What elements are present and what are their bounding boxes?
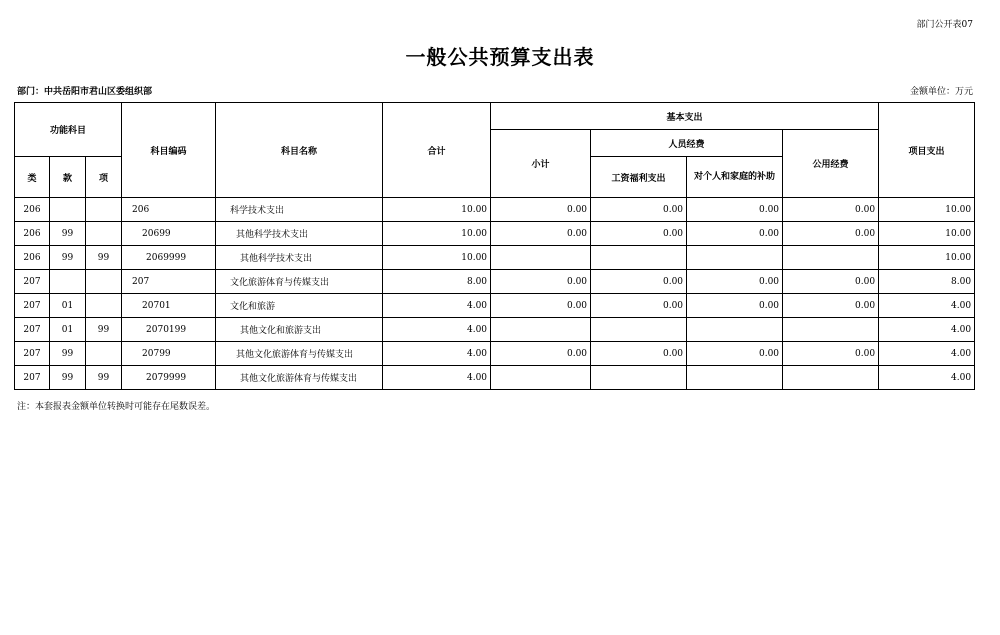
cell-public: 0.00 xyxy=(783,270,879,294)
cell-total: 4.00 xyxy=(383,342,491,366)
cell-project: 4.00 xyxy=(879,342,975,366)
cell-lei: 207 xyxy=(15,366,50,390)
header-subject-name: 科目名称 xyxy=(216,103,383,198)
cell-project: 4.00 xyxy=(879,294,975,318)
cell-lei: 206 xyxy=(15,246,50,270)
header-xiang: 项 xyxy=(86,157,122,198)
cell-public xyxy=(783,366,879,390)
cell-xiang xyxy=(86,198,122,222)
cell-xiang xyxy=(86,294,122,318)
header-total: 合计 xyxy=(383,103,491,198)
cell-name: 其他科学技术支出 xyxy=(216,246,383,270)
table-row xyxy=(15,318,975,342)
cell-code: 2070199 xyxy=(122,318,216,342)
cell-total: 4.00 xyxy=(383,318,491,342)
cell-kuan: 01 xyxy=(50,318,86,342)
cell-code: 2069999 xyxy=(122,246,216,270)
unit-label: 金额单位：万元 xyxy=(909,87,973,97)
cell-name: 其他科学技术支出 xyxy=(216,222,383,246)
table-row xyxy=(15,270,975,294)
cell-lei: 206 xyxy=(15,198,50,222)
cell-name: 其他文化旅游体育与传媒支出 xyxy=(216,366,383,390)
cell-subtotal: 0.00 xyxy=(491,222,591,246)
header-func-subject: 功能科目 xyxy=(15,103,122,157)
cell-subtotal xyxy=(491,246,591,270)
cell-xiang: 99 xyxy=(86,318,122,342)
page-title: 一般公共预算支出表 xyxy=(405,45,595,69)
cell-kuan: 99 xyxy=(50,246,86,270)
cell-project: 8.00 xyxy=(879,270,975,294)
cell-total: 4.00 xyxy=(383,294,491,318)
cell-name: 文化和旅游 xyxy=(216,294,383,318)
cell-total: 4.00 xyxy=(383,366,491,390)
cell-code: 20701 xyxy=(122,294,216,318)
cell-lei: 207 xyxy=(15,318,50,342)
cell-total: 10.00 xyxy=(383,198,491,222)
cell-public: 0.00 xyxy=(783,342,879,366)
cell-lei: 207 xyxy=(15,294,50,318)
cell-project: 4.00 xyxy=(879,318,975,342)
cell-public xyxy=(783,246,879,270)
cell-lei: 206 xyxy=(15,222,50,246)
cell-family: 0.00 xyxy=(687,198,783,222)
cell-name: 科学技术支出 xyxy=(216,198,383,222)
cell-lei: 207 xyxy=(15,342,50,366)
cell-total: 10.00 xyxy=(383,246,491,270)
cell-name: 其他文化和旅游支出 xyxy=(216,318,383,342)
header-family: 对个人和家庭的补助 xyxy=(687,157,783,198)
cell-subtotal: 0.00 xyxy=(491,198,591,222)
cell-project: 10.00 xyxy=(879,198,975,222)
header-lei: 类 xyxy=(15,157,50,198)
table-row xyxy=(15,198,975,222)
cell-kuan xyxy=(50,270,86,294)
table-row xyxy=(15,222,975,246)
cell-public: 0.00 xyxy=(783,294,879,318)
cell-xiang: 99 xyxy=(86,366,122,390)
header-subject-code: 科目编码 xyxy=(122,103,216,198)
cell-subtotal xyxy=(491,366,591,390)
cell-family: 0.00 xyxy=(687,222,783,246)
cell-xiang xyxy=(86,342,122,366)
cell-family: 0.00 xyxy=(687,342,783,366)
cell-salary: 0.00 xyxy=(591,222,687,246)
cell-salary: 0.00 xyxy=(591,198,687,222)
cell-salary: 0.00 xyxy=(591,342,687,366)
table-row xyxy=(15,366,975,390)
budget-table xyxy=(14,102,975,390)
cell-xiang xyxy=(86,270,122,294)
cell-salary xyxy=(591,318,687,342)
cell-public: 0.00 xyxy=(783,198,879,222)
header-public: 公用经费 xyxy=(783,130,879,198)
cell-kuan: 99 xyxy=(50,342,86,366)
cell-family: 0.00 xyxy=(687,294,783,318)
cell-total: 8.00 xyxy=(383,270,491,294)
table-row xyxy=(15,294,975,318)
cell-salary xyxy=(591,366,687,390)
department-label: 部门：中共岳阳市君山区委组织部 xyxy=(17,87,153,97)
cell-subtotal xyxy=(491,318,591,342)
header-personnel: 人员经费 xyxy=(591,130,783,157)
header-kuan: 款 xyxy=(50,157,86,198)
form-code: 部门公开表07 xyxy=(916,20,973,30)
cell-kuan xyxy=(50,198,86,222)
cell-family xyxy=(687,246,783,270)
cell-code: 206 xyxy=(122,198,216,222)
cell-kuan: 99 xyxy=(50,366,86,390)
cell-salary: 0.00 xyxy=(591,270,687,294)
cell-salary: 0.00 xyxy=(591,294,687,318)
header-salary: 工资福利支出 xyxy=(591,157,687,198)
cell-code: 20799 xyxy=(122,342,216,366)
cell-subtotal: 0.00 xyxy=(491,294,591,318)
cell-name: 文化旅游体育与传媒支出 xyxy=(216,270,383,294)
cell-xiang xyxy=(86,222,122,246)
table-row xyxy=(15,342,975,366)
cell-total: 10.00 xyxy=(383,222,491,246)
table-row xyxy=(15,246,975,270)
header-subtotal: 小计 xyxy=(491,130,591,198)
cell-subtotal: 0.00 xyxy=(491,270,591,294)
cell-project: 10.00 xyxy=(879,246,975,270)
cell-salary xyxy=(591,246,687,270)
header-project: 项目支出 xyxy=(879,103,975,198)
cell-code: 2079999 xyxy=(122,366,216,390)
cell-public xyxy=(783,318,879,342)
cell-code: 20699 xyxy=(122,222,216,246)
cell-kuan: 01 xyxy=(50,294,86,318)
cell-lei: 207 xyxy=(15,270,50,294)
cell-code: 207 xyxy=(122,270,216,294)
cell-family: 0.00 xyxy=(687,270,783,294)
cell-kuan: 99 xyxy=(50,222,86,246)
cell-xiang: 99 xyxy=(86,246,122,270)
cell-project: 10.00 xyxy=(879,222,975,246)
cell-public: 0.00 xyxy=(783,222,879,246)
cell-family xyxy=(687,366,783,390)
cell-family xyxy=(687,318,783,342)
header-basic: 基本支出 xyxy=(491,103,879,130)
cell-project: 4.00 xyxy=(879,366,975,390)
footnote: 注：本套报表金额单位转换时可能存在尾数误差。 xyxy=(17,402,216,412)
cell-subtotal: 0.00 xyxy=(491,342,591,366)
cell-name: 其他文化旅游体育与传媒支出 xyxy=(216,342,383,366)
